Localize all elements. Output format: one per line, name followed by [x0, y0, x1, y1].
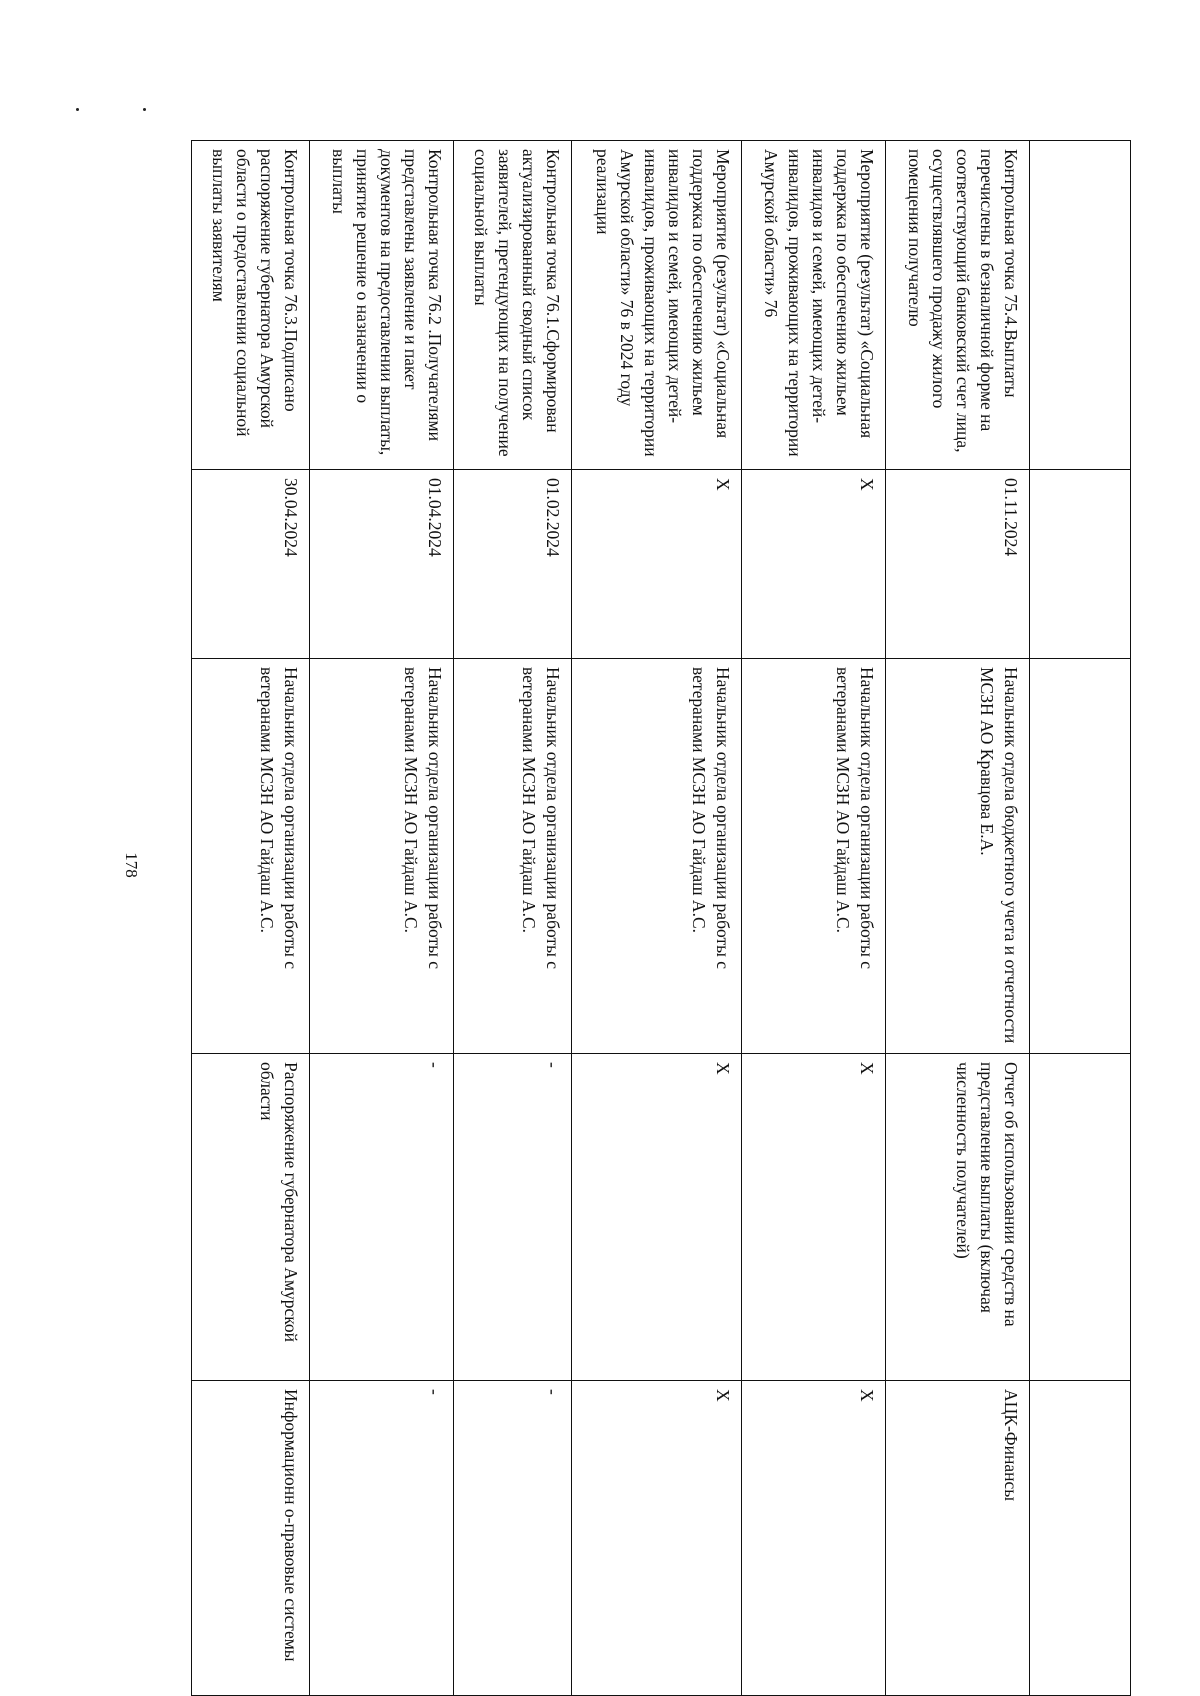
date-cell: Х: [742, 470, 886, 659]
system-cell: -: [454, 1381, 572, 1696]
table-cell: [1030, 1381, 1131, 1696]
system-cell: АЦК-Финансы: [886, 1381, 1030, 1696]
document-cell: -: [310, 1054, 454, 1381]
date-cell: 30.04.2024: [192, 470, 310, 659]
rotated-table-wrapper: [191, 140, 1131, 1662]
event-name-cell: Контрольная точка 76.3.Подписано распоряжение губернатора Амурской области о предоставлении социальной выплаты заявителям: [192, 141, 310, 470]
responsible-cell: Начальник отдела организации работы с ветеранами МСЗН АО Гайдаш А.С.: [310, 659, 454, 1054]
plan-table: [191, 140, 1131, 1696]
scan-speck: [143, 108, 146, 111]
table-cell: [1030, 470, 1131, 659]
event-name-cell: Контрольная точка 76.1.Сформирован актуализированный сводный список заявителей, претендующих на получение социальной выплаты: [454, 141, 572, 470]
table-cell: [1030, 659, 1131, 1054]
table-row: [1030, 141, 1131, 1696]
document-cell: Х: [742, 1054, 886, 1381]
event-name-cell: Мероприятие (результат) «Социальная поддержка по обеспечению жильем инвалидов и семей, имеющих детей-инвалидов, проживающих на территории Амурской области» 76: [742, 141, 886, 470]
system-cell: Х: [742, 1381, 886, 1696]
responsible-cell: Начальник отдела организации работы с ветеранами МСЗН АО Гайдаш А.С.: [742, 659, 886, 1054]
date-cell: 01.02.2024: [454, 470, 572, 659]
table-row: [310, 141, 454, 1696]
table-row: [454, 141, 572, 1696]
table-cell: [1030, 141, 1131, 470]
scan-speck: [76, 108, 79, 111]
responsible-cell: Начальник отдела организации работы с ветеранами МСЗН АО Гайдаш А.С.: [454, 659, 572, 1054]
responsible-cell: Начальник отдела организации работы с ветеранами МСЗН АО Гайдаш А.С.: [192, 659, 310, 1054]
event-name-cell: Контрольная точка 75.4.Выплаты перечислены в безналичной форме на соответствующий банковский счет лица, осуществлявшего продажу жилого помещения получателю: [886, 141, 1030, 470]
document-cell: -: [454, 1054, 572, 1381]
responsible-cell: Начальник отдела организации работы с ветеранами МСЗН АО Гайдаш А.С.: [572, 659, 742, 1054]
system-cell: Информационн о-правовые системы: [192, 1381, 310, 1696]
document-cell: Х: [572, 1054, 742, 1381]
table-row: [886, 141, 1030, 1696]
date-cell: 01.04.2024: [310, 470, 454, 659]
date-cell: Х: [572, 470, 742, 659]
table-cell: [1030, 1054, 1131, 1381]
event-name-cell: Мероприятие (результат) «Социальная поддержка по обеспечению жильем инвалидов и семей, имеющих детей-инвалидов, проживающих на территории Амурской области» 76 в 2024 году реализации: [572, 141, 742, 470]
event-name-cell: Контрольная точка 76.2 .Получателями представлены заявление и пакет документов на предоставлении выплаты, принятие решение о назначении о выплаты: [310, 141, 454, 470]
table-row: [192, 141, 310, 1696]
document-cell: Распоряжение губернатора Амурской области: [192, 1054, 310, 1381]
date-cell: 01.11.2024: [886, 470, 1030, 659]
table-row: [572, 141, 742, 1696]
document-cell: Отчет об использовании средств на представление выплаты (включая численность получателей): [886, 1054, 1030, 1381]
page-number: 178: [121, 852, 141, 878]
system-cell: -: [310, 1381, 454, 1696]
system-cell: Х: [572, 1381, 742, 1696]
responsible-cell: Начальник отдела бюджетного учета и отчетности МСЗН АО Кравцова Е.А.: [886, 659, 1030, 1054]
table-row: [742, 141, 886, 1696]
